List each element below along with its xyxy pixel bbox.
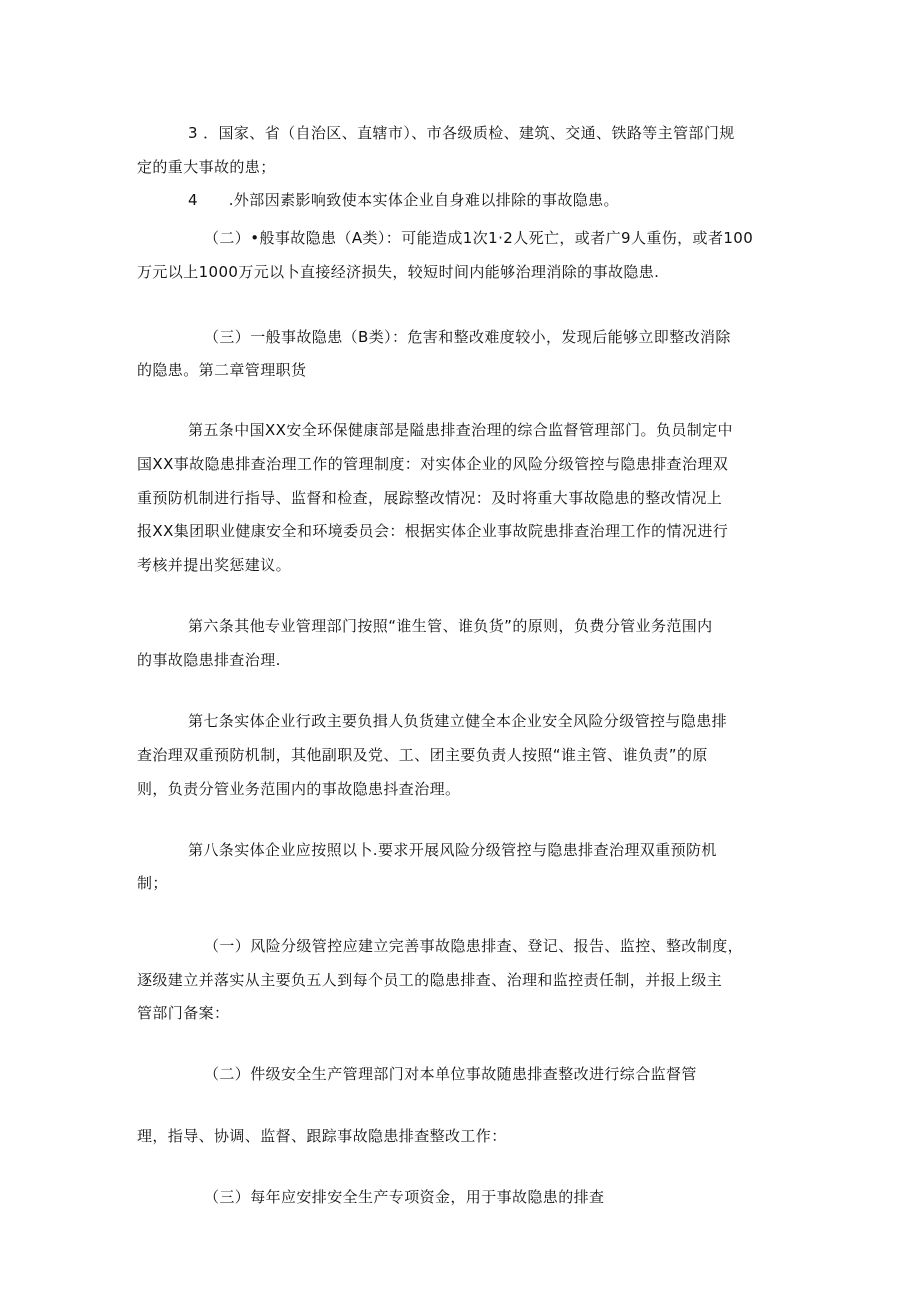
text-line: （二）•般事故隐患（A类）：可能造成1次1·2人死亡，或者广9人重伤，或者100 bbox=[204, 229, 754, 247]
text-line: 国XX事故隐患排查治理工作的管理制度：对实体企业的风险分级管控与隐患排查治理双 bbox=[137, 455, 729, 473]
text-line: 第八条实体企业应按照以卜.要求开展风险分级管控与隐患排查治理双重预防机 bbox=[188, 841, 717, 859]
text-line: （三）一般事故隐患（B类）：危害和整改难度较小，发现后能够立即整改消除 bbox=[204, 328, 731, 346]
text-line: 重预防机制进行指导、监督和检查，展踪整改情况：及时将重大事故隐患的整改情况上 bbox=[137, 489, 723, 507]
text-line: 制； bbox=[137, 874, 168, 892]
text-line: 查治理双重预防机制，其他副职及党、工、团主要负责人按照“谁主管、谁负责”的原 bbox=[137, 746, 708, 764]
text-line: 第六条其他专业管理部门按照“谁生管、谁负货”的原则，负费分管业务范围内 bbox=[188, 617, 713, 635]
text-line: （一）风险分级管控应建立完善事故隐患排查、登记、报告、监控、整改制度， bbox=[204, 937, 744, 955]
text-line: 理，指导、协调、监督、跟踪事故隐患排查整改工作： bbox=[137, 1127, 507, 1145]
text-line: 的事故隐患排查治理. bbox=[137, 651, 281, 669]
text-line: 逐级建立并落实从主要负五人到每个员工的隐患排查、治理和监控责任制，并报上级主 bbox=[137, 971, 723, 989]
text-line: 第五条中国XX安全环保健康部是隘患排查治理的综合监督管理部门。负员制定中 bbox=[188, 421, 733, 439]
text-line: （二）件级安全生产管理部门对本单位事故随患排查整改进行综合监督管 bbox=[204, 1065, 697, 1083]
text-line: 第七条实体企业行政主要负揖人负货建立健全本企业安全风险分级管控与隐患排 bbox=[188, 712, 728, 730]
text-line: 则，负责分管业务范围内的事故隐患抖查治理。 bbox=[137, 780, 461, 798]
text-line: 定的重大事故的患； bbox=[137, 158, 276, 176]
text-line: 4 .外部因素影响致使本实体企业自身难以排除的事故隐患。 bbox=[188, 191, 619, 209]
text-line: （三）每年应安排安全生产专项资金，用于事故隐患的排查 bbox=[204, 1188, 605, 1206]
text-line: 报XX集团职业健康安全和环境委员会：根据实体企业事故院患排查治理工作的情况进行 bbox=[137, 522, 729, 540]
text-line: 管部门备案： bbox=[137, 1004, 230, 1022]
text-line: 考核并提出奖惩建议。 bbox=[137, 556, 292, 574]
text-line: 万元以上1000万元以卜直接经济损失，较短时间内能够治理消除的事故隐患. bbox=[137, 263, 660, 281]
text-line: 的隐患。第二章管理职货 bbox=[137, 361, 307, 379]
text-line: 3 ．国家、省（自治区、直辖市）、市各级质检、建筑、交通、铁路等主管部门规 bbox=[188, 124, 735, 142]
